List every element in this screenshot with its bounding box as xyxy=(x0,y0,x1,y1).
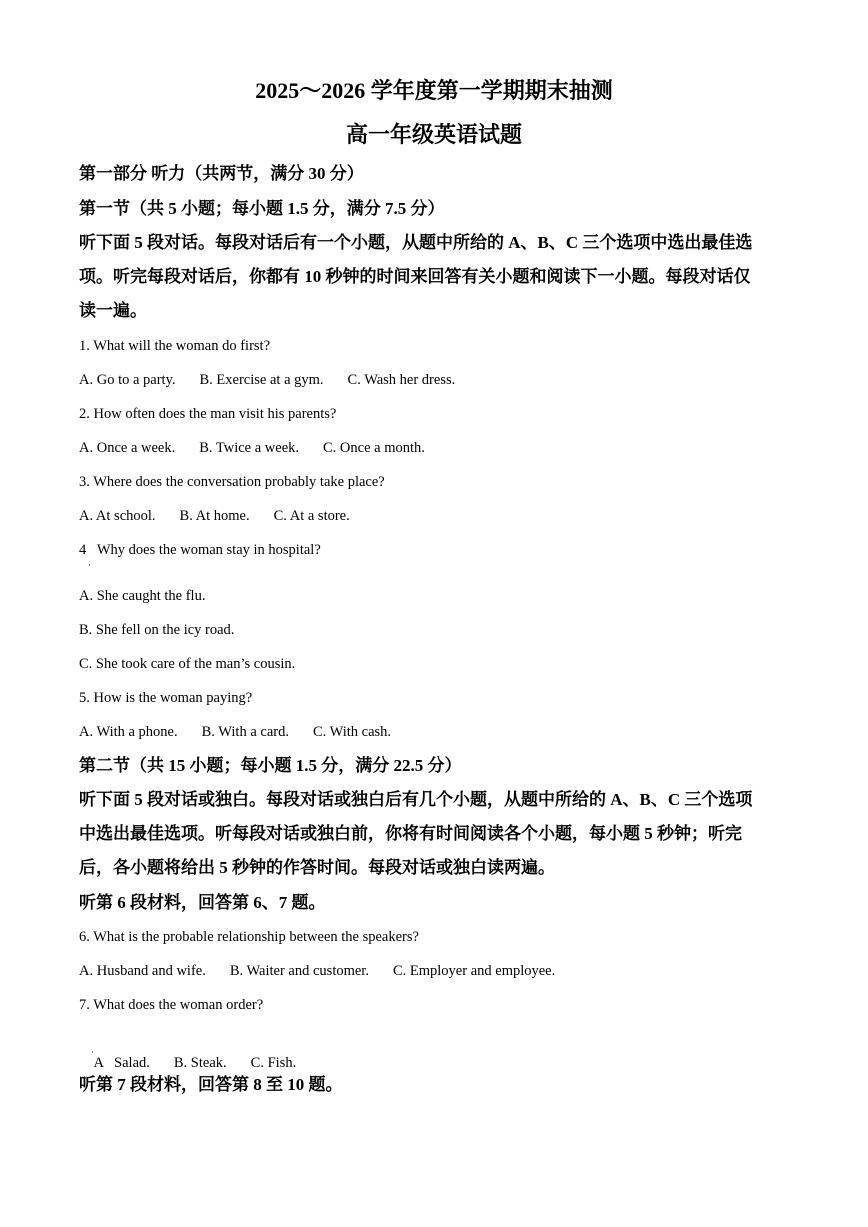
option: A. At school. xyxy=(79,508,156,524)
option: A. Go to a party. xyxy=(79,372,176,388)
question-options xyxy=(79,720,391,744)
question-stem: 1. What will the woman do first? xyxy=(79,338,271,354)
option: A Salad. xyxy=(93,1055,150,1071)
question-stem: 7. What does the woman order? xyxy=(79,997,264,1013)
option: C. Fish. xyxy=(250,1055,297,1071)
material-heading: 听第 6 段材料，回答第 6、7 题。 xyxy=(79,893,326,912)
option: C. She took care of the man’s cousin. xyxy=(79,656,296,672)
option: B. She fell on the icy road. xyxy=(79,622,235,638)
question-options xyxy=(79,368,455,392)
option: B. At home. xyxy=(179,508,250,524)
option: A. Husband and wife. xyxy=(79,963,206,979)
instruction-line: 读一遍。 xyxy=(79,301,147,320)
question-stem: 2. How often does the man visit his parents? xyxy=(79,406,337,422)
instruction-line: 听下面 5 段对话。每段对话后有一个小题，从题中所给的 A、B、C 三个选项中选出最佳选 xyxy=(79,233,753,252)
option: C. Employer and employee. xyxy=(392,963,556,979)
option: B. Waiter and customer. xyxy=(229,963,369,979)
exam-subtitle: 高一年级英语试题 xyxy=(345,122,522,147)
section-heading: 第一节（共 5 小题；每小题 1.5 分，满分 7.5 分） xyxy=(79,199,445,218)
option: C. With cash. xyxy=(312,724,392,740)
option: C. Once a month. xyxy=(323,440,425,456)
material-heading: 听第 7 段材料，回答第 8 至 10 题。 xyxy=(79,1075,343,1094)
option: A. With a phone. xyxy=(79,724,178,740)
stray-dot: · xyxy=(91,1047,94,1057)
question-options xyxy=(79,436,425,460)
exam-title: 2025～2026 学年度第一学期期末抽测 xyxy=(255,78,613,103)
instruction-line: 听下面 5 段对话或独白。每段对话或独白后有几个小题，从题中所给的 A、B、C 三个选项 xyxy=(79,790,753,809)
question-stem: 3. Where does the conversation probably take place? xyxy=(79,474,385,490)
option: A. Once a week. xyxy=(79,440,176,456)
section-heading: 第二节（共 15 小题；每小题 1.5 分，满分 22.5 分） xyxy=(79,756,462,775)
instruction-line: 中选出最佳选项。听每段对话或独白前，你将有时间阅读各个小题，每小题 5 秒钟；听完 xyxy=(79,824,742,843)
option: B. Steak. xyxy=(173,1055,227,1071)
part-heading: 第一部分 听力（共两节，满分 30 分） xyxy=(79,164,364,183)
stray-dot: · xyxy=(88,560,91,570)
option: B. Twice a week. xyxy=(199,440,299,456)
instruction-line: 项。听完每段对话后，你都有 10 秒钟的时间来回答有关小题和阅读下一小题。每段对话仅 xyxy=(79,267,751,286)
question-stem: 5. How is the woman paying? xyxy=(79,690,253,706)
instruction-line: 后，各小题将给出 5 秒钟的作答时间。每段对话或独白读两遍。 xyxy=(79,858,555,877)
option: B. Exercise at a gym. xyxy=(199,372,324,388)
question-options xyxy=(79,504,350,528)
option: A. She caught the flu. xyxy=(79,588,206,604)
option: C. At a store. xyxy=(273,508,350,524)
question-stem: 6. What is the probable relationship between the speakers? xyxy=(79,929,419,945)
option: B. With a card. xyxy=(201,724,289,740)
option: C. Wash her dress. xyxy=(347,372,456,388)
question-stem: 4 Why does the woman stay in hospital? xyxy=(79,542,321,558)
question-options xyxy=(79,959,555,983)
